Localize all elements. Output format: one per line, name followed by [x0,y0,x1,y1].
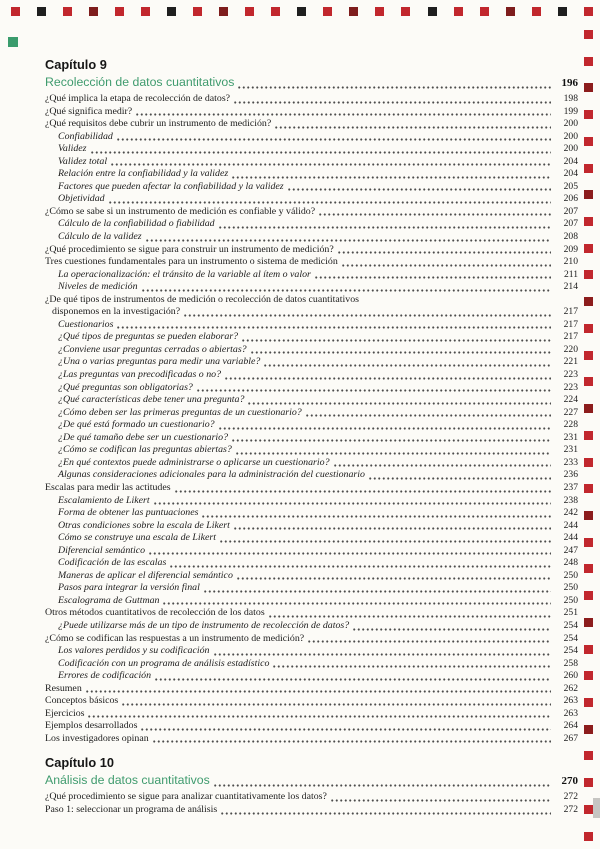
toc-entry [45,607,578,620]
decor-square [584,591,593,600]
toc-entry [45,143,578,156]
dot-leader [287,188,551,191]
entry-title: Objetividad [58,193,105,205]
dot-leader [231,439,551,442]
entry-title: Conceptos básicos [45,695,119,707]
chapter-title: Recolección de datos cuantitativos [45,75,235,89]
entry-title: ¿Qué significa medir? [45,105,133,117]
decor-square [532,7,541,16]
toc-entry [45,733,578,746]
page-number: 236 [563,469,578,481]
dot-leader [219,540,551,543]
entry-title: ¿Qué procedimiento se sigue para construir un instrumento de medición? [45,243,334,255]
dot-leader [247,402,551,405]
decor-square [245,7,254,16]
entry-title: Factores que pueden afectar la confiabilidad y la validez [58,180,284,192]
decor-square [584,484,593,493]
entry-title: Errores de codificación [58,670,152,682]
dot-leader [135,113,551,116]
decor-square [219,7,228,16]
right-edge-squares [584,30,593,841]
page-number: 220 [563,343,578,355]
toc-entry [45,369,578,382]
page-number: 223 [563,381,578,393]
entry-title: ¿Qué tipos de preguntas se pueden elaborar? [58,331,239,343]
page-number: 217 [563,318,578,330]
page-number: 207 [563,205,578,217]
entry-title: Validez [58,143,87,155]
dot-leader [231,176,551,179]
entry-title: ¿Una o varias preguntas para medir una variable? [58,356,261,368]
dot-leader [196,389,551,392]
toc-entry [45,193,578,206]
chapter-label: Capítulo 9 [45,57,107,72]
entry-title: ¿Las preguntas van precodificadas o no? [58,369,222,381]
entry-title: Confiabilidad [58,130,113,142]
decor-square [584,324,593,333]
toc-entry [45,407,578,420]
page-number: 233 [563,456,578,468]
decor-square [584,725,593,734]
decor-square [584,164,593,173]
toc-entry [45,791,578,804]
page-number: 263 [563,707,578,719]
page-number: 200 [563,143,578,155]
dot-leader [87,715,551,718]
toc-entry [45,444,578,457]
dot-leader [141,289,551,292]
chapter-label: Capítulo 10 [45,755,114,771]
page-number: 204 [563,168,578,180]
page-number: 223 [563,369,578,381]
page-number: 200 [563,118,578,130]
decor-square [428,7,437,16]
dot-leader [201,515,551,518]
toc-entry [45,394,578,407]
entry-title: ¿Puede utilizarse más de un tipo de instrumento de recolección de datos? [58,619,350,631]
page-number: 224 [563,394,578,406]
toc-entry [45,331,578,344]
toc-entry [45,595,578,608]
toc-entry [45,93,578,106]
page-number: 244 [563,519,578,531]
toc-entry [45,244,578,257]
entry-title: Cálculo de la validez [58,231,142,243]
dot-leader [224,377,551,380]
page-number: 209 [563,243,578,255]
page-number: 263 [563,695,578,707]
entry-title: ¿Qué procedimiento se sigue para analizar cuantitativamente los datos? [45,791,327,803]
toc-entry [45,469,578,482]
toc-entry [45,557,578,570]
decor-square [584,244,593,253]
entry-title: ¿Qué preguntas son obligatorias? [58,381,193,393]
page-number: 264 [563,720,578,732]
page-number: 254 [563,632,578,644]
toc-entry [45,181,578,194]
page-number: 272 [563,791,578,803]
entry-title: Tres cuestiones fundamentales para un instrumento o sistema de medición [45,256,338,268]
toc-entry [45,457,578,470]
toc-entry [45,482,578,495]
decor-square [167,7,176,16]
toc-entry [45,256,578,269]
chapter-title-row [45,75,578,91]
chapter-10-section [45,755,578,816]
decor-square [375,7,384,16]
page-number: 251 [563,607,578,619]
decor-square [558,7,567,16]
entry-title: ¿Cómo se sabe si un instrumento de medición es confiable y válido? [45,205,316,217]
page-number: 262 [563,682,578,694]
page-number: 204 [563,155,578,167]
page-number: 210 [563,256,578,268]
page-number: 217 [563,306,578,318]
dot-leader [213,784,551,787]
entry-title: Ejemplos desarrollados [45,720,138,732]
dot-leader [218,226,551,229]
page-number: 250 [563,594,578,606]
decor-square [480,7,489,16]
decor-square [506,7,515,16]
dot-leader [116,138,551,141]
dot-leader [153,502,551,505]
decor-square [349,7,358,16]
dot-leader [183,314,551,317]
page-number: 207 [563,218,578,230]
toc-entry [45,804,578,817]
decor-square [584,671,593,680]
toc-entry [45,645,578,658]
page-number: 244 [563,532,578,544]
page-number: 272 [563,803,578,815]
entry-title: Algunas consideraciones adicionales para la administración del cuestionario [58,469,365,481]
dot-leader [233,527,551,530]
page-number: 221 [563,356,578,368]
dot-leader [110,163,551,166]
dot-leader [121,703,551,706]
dot-leader [263,364,551,367]
dot-leader [203,590,551,593]
dot-leader [154,678,551,681]
toc-entry [45,708,578,721]
toc-entry [45,720,578,733]
toc-entry [45,168,578,181]
chapter-title: Análisis de datos cuantitativos [45,773,210,788]
dot-leader [233,101,551,104]
left-accent-square [8,37,18,47]
entry-title: Escalamiento de Likert [58,494,150,506]
dot-leader [250,351,551,354]
entry-title: disponemos en la investigación? [52,306,181,318]
dot-leader [218,427,551,430]
page-number: 199 [563,105,578,117]
dot-leader [352,628,551,631]
page-number: 214 [563,281,578,293]
decor-square [401,7,410,16]
page-number: 237 [563,481,578,493]
page-number: 231 [563,444,578,456]
decor-square [584,377,593,386]
page-edge-tab [593,798,600,818]
entry-title: ¿Qué requisitos debe cubrir un instrumento de medición? [45,118,272,130]
toc-entry [45,633,578,646]
entry-title: Otros métodos cuantitativos de recolección de los datos [45,607,265,619]
decor-square [584,7,593,16]
toc-entry [45,382,578,395]
decor-square [584,217,593,226]
dot-leader [341,264,551,267]
entry-title: ¿Qué implica la etapa de recolección de datos? [45,93,231,104]
dot-leader [145,239,551,242]
toc-entry [45,670,578,683]
decor-square [115,7,124,16]
decor-square [271,7,280,16]
entry-title: Codificación de las escalas [58,557,167,569]
dot-leader [220,812,551,815]
entry-title: ¿Qué características debe tener una pregunta? [58,394,245,406]
toc-entry [45,131,578,144]
entry-title: Forma de obtener las puntuaciones [58,507,199,519]
dot-leader [330,799,551,802]
dot-leader [213,653,552,656]
dot-leader [169,565,551,568]
entry-title: Diferencial semántico [58,544,146,556]
page-number: 206 [563,193,578,205]
page-number: 208 [563,231,578,243]
page-number: 250 [563,569,578,581]
toc-entry [45,106,578,119]
decor-square [584,778,593,787]
table-of-contents [45,57,578,817]
decor-square [63,7,72,16]
decor-square [323,7,332,16]
toc-entry [45,281,578,294]
toc-entry [45,683,578,696]
entry-title: ¿Cómo se codifican las preguntas abiertas? [58,444,232,456]
toc-entry [45,695,578,708]
page-number: 231 [563,431,578,443]
page-number: 238 [563,494,578,506]
decor-square [584,83,593,92]
toc-entry [45,156,578,169]
page-number: 200 [563,130,578,142]
toc-entry [45,532,578,545]
decor-square [584,57,593,66]
dot-leader [305,414,551,417]
decor-square [584,618,593,627]
entry-title: Pasos para integrar la versión final [58,582,200,594]
dot-leader [368,477,551,480]
toc-entry [45,658,578,671]
decor-square [584,351,593,360]
decor-square [584,645,593,654]
page-number: 198 [563,93,578,104]
entry-title: Otras condiciones sobre la escala de Likert [58,519,230,531]
toc-entry [45,356,578,369]
decor-square [584,564,593,573]
page-number: 211 [563,268,578,280]
decor-square [584,698,593,707]
chapter-9-section [45,57,578,745]
toc-entry [45,520,578,533]
decor-square [584,538,593,547]
entry-title: ¿De qué tamaño debe ser un cuestionario? [58,431,229,443]
dot-leader [307,640,551,643]
entry-title: Resumen [45,682,82,694]
decor-square [37,7,46,16]
decor-square [584,404,593,413]
dot-leader [268,615,551,618]
entry-title: Los investigadores opinan [45,732,149,744]
chapter-page-number: 196 [561,77,578,89]
page-number: 254 [563,619,578,631]
entry-title: ¿En qué contextos puede administrarse o aplicarse un cuestionario? [58,456,330,468]
entry-title: Niveles de medición [58,281,138,293]
toc-entry [45,306,578,319]
entry-title: Paso 1: seleccionar un programa de análisis [45,803,218,815]
page-number: 205 [563,180,578,192]
dot-leader [236,577,551,580]
chapter-title-row [45,773,578,789]
page-number: 247 [563,544,578,556]
toc-entry [45,294,578,307]
decor-square [584,832,593,841]
chapter-entries [45,93,578,745]
entry-title: Cómo se construye una escala de Likert [58,532,216,544]
toc-entry [45,218,578,231]
dot-leader [90,151,551,154]
page-number: 228 [563,419,578,431]
dot-leader [272,665,551,668]
entry-title: Ejercicios [45,707,85,719]
page-number: 250 [563,582,578,594]
toc-entry [45,118,578,131]
decor-square [454,7,463,16]
toc-entry [45,231,578,244]
dot-leader [235,452,551,455]
toc-entry [45,419,578,432]
decor-square [11,7,20,16]
entry-title: Cuestionarios [58,318,114,330]
page-number: 260 [563,670,578,682]
entry-title: ¿Cómo deben ser las primeras preguntas de un cuestionario? [58,406,302,418]
entry-title: Codificación con un programa de análisis estadístico [58,657,270,669]
dot-leader [314,276,551,279]
decor-square [584,458,593,467]
toc-entry [45,495,578,508]
entry-title: Cálculo de la confiabilidad o fiabilidad [58,218,215,230]
dot-leader [140,728,551,731]
toc-entry [45,620,578,633]
entry-title: ¿Cómo se codifican las respuestas a un instrumento de medición? [45,632,305,644]
decor-square [584,110,593,119]
decor-square [584,190,593,199]
entry-title: La operacionalización: el tránsito de la variable al ítem o valor [58,268,311,280]
dot-leader [274,126,551,129]
entry-title: ¿De qué está formado un cuestionario? [58,419,215,431]
toc-entry [45,206,578,219]
entry-title: Maneras de aplicar el diferencial semántico [58,569,233,581]
dot-leader [85,690,551,693]
decor-square [584,297,593,306]
decor-square [89,7,98,16]
page-number: 248 [563,557,578,569]
page-number: 267 [563,732,578,744]
toc-entry [45,344,578,357]
page-number: 242 [563,507,578,519]
decor-square [297,7,306,16]
toc-entry [45,319,578,332]
dot-leader [162,602,551,605]
dot-leader [116,326,551,329]
toc-entry [45,507,578,520]
dot-leader [152,740,551,743]
entry-title: Escalas para medir las actitudes [45,481,171,493]
dot-leader [174,490,551,493]
entry-title: Validez total [58,155,108,167]
dot-leader [337,251,551,254]
page-number: 258 [563,657,578,669]
decor-square [584,511,593,520]
dot-leader [318,213,551,216]
dot-leader [237,86,551,89]
chapter-entries [45,791,578,816]
dot-leader [108,201,551,204]
dot-leader [148,552,551,555]
toc-entry [45,570,578,583]
page-number: 254 [563,645,578,657]
decor-square [584,431,593,440]
decor-square [584,137,593,146]
decor-square [584,751,593,760]
toc-entry [45,545,578,558]
toc-entry [45,269,578,282]
decor-square [141,7,150,16]
dot-leader [333,464,551,467]
entry-title: Los valores perdidos y su codificación [58,645,210,657]
page-number: 217 [563,331,578,343]
decor-square [584,805,593,814]
dot-leader [241,339,551,342]
entry-title: ¿Conviene usar preguntas cerradas o abiertas? [58,343,247,355]
entry-title: Escalograma de Guttman [58,594,160,606]
chapter-page-number: 270 [561,775,578,788]
entry-title: Relación entre la confiabilidad y la validez [58,168,229,180]
decor-square [584,30,593,39]
top-edge-squares [11,7,593,16]
page-number: 227 [563,406,578,418]
toc-entry [45,432,578,445]
toc-entry [45,582,578,595]
entry-title: ¿De qué tipos de instrumentos de medición o recolección de datos cuantitativos [45,293,359,305]
decor-square [584,270,593,279]
decor-square [193,7,202,16]
